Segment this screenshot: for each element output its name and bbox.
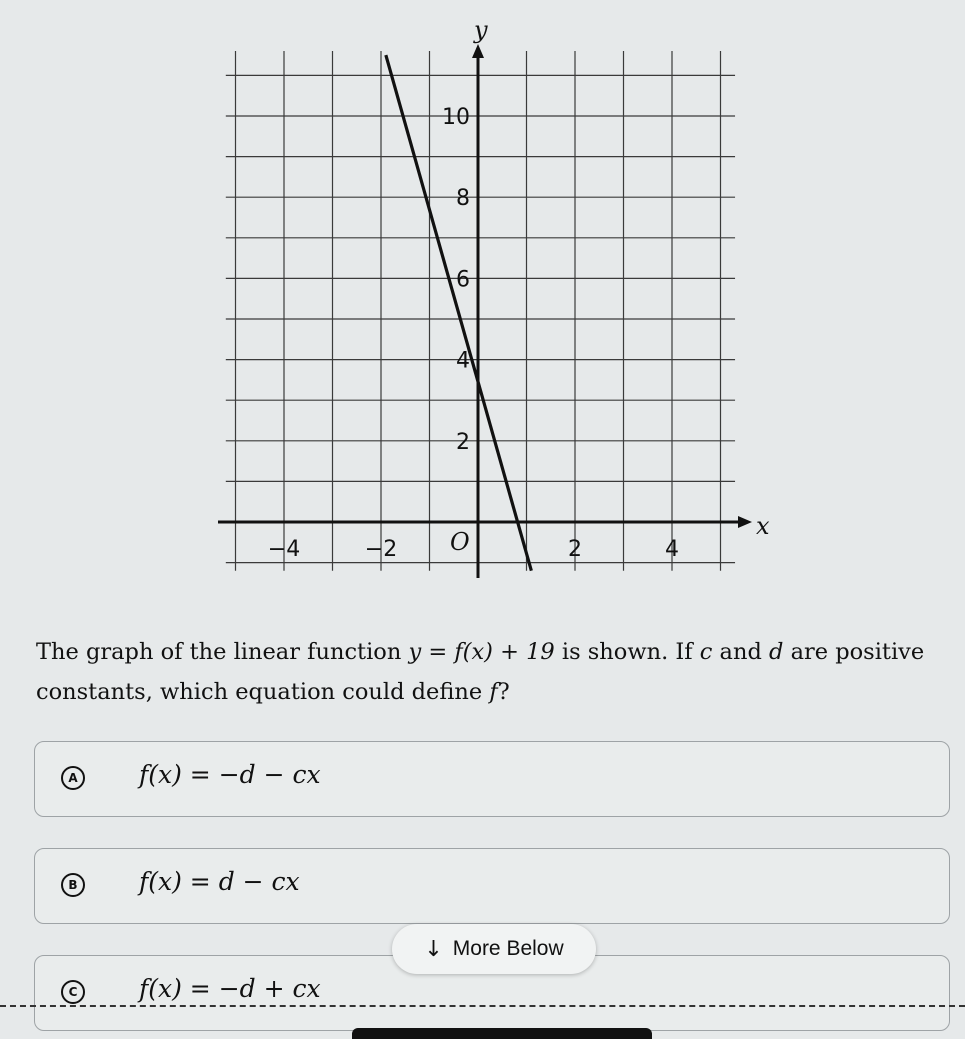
graph-grid bbox=[226, 51, 735, 571]
question-part: are positive constants, which equation could define bbox=[36, 639, 925, 705]
question-part: is shown. If bbox=[554, 639, 700, 665]
x-tick-label: 2 bbox=[568, 537, 582, 562]
x-axis-arrowhead bbox=[738, 516, 752, 528]
tick-labels bbox=[268, 105, 679, 562]
down-arrow-icon: ↓ bbox=[424, 936, 443, 962]
y-tick-label: 6 bbox=[456, 267, 470, 293]
choice-a[interactable] bbox=[34, 741, 950, 817]
question-part: The graph of the linear function bbox=[36, 639, 409, 665]
question-text bbox=[36, 632, 936, 712]
y-axis-label: y bbox=[474, 16, 488, 44]
bottom-bar bbox=[352, 1028, 652, 1039]
choice-a-letter: A bbox=[61, 766, 85, 790]
y-tick-label: 10 bbox=[442, 105, 470, 130]
choice-c-letter: C bbox=[61, 980, 85, 1004]
x-axis-label: x bbox=[756, 512, 770, 540]
choice-b-text: f(x) = d − cx bbox=[139, 867, 300, 896]
y-tick-label: 8 bbox=[456, 186, 470, 212]
choice-a-text: f(x) = −d − cx bbox=[139, 760, 321, 789]
y-tick-label: 4 bbox=[456, 348, 470, 374]
origin-label: O bbox=[450, 528, 470, 556]
more-below-button[interactable] bbox=[392, 924, 596, 974]
more-below-label: More Below bbox=[452, 937, 564, 960]
y-axis-arrowhead bbox=[472, 44, 484, 58]
question-var-f: f bbox=[489, 679, 498, 705]
question-var-c: c bbox=[699, 639, 713, 665]
choice-b-letter: B bbox=[61, 873, 85, 897]
x-tick-label: −2 bbox=[364, 537, 398, 562]
y-tick-label: 2 bbox=[456, 429, 470, 455]
function-line bbox=[386, 55, 531, 571]
x-tick-label: −4 bbox=[267, 537, 301, 562]
question-part: ? bbox=[497, 679, 510, 705]
x-tick-label: 4 bbox=[665, 537, 679, 562]
choice-c-text: f(x) = −d + cx bbox=[139, 974, 321, 1003]
question-var-d: d bbox=[769, 639, 784, 665]
choice-b[interactable] bbox=[34, 848, 950, 924]
divider-dashed bbox=[0, 1005, 965, 1007]
question-equation: y = f(x) + 19 bbox=[408, 639, 555, 665]
question-part: and bbox=[712, 639, 770, 665]
